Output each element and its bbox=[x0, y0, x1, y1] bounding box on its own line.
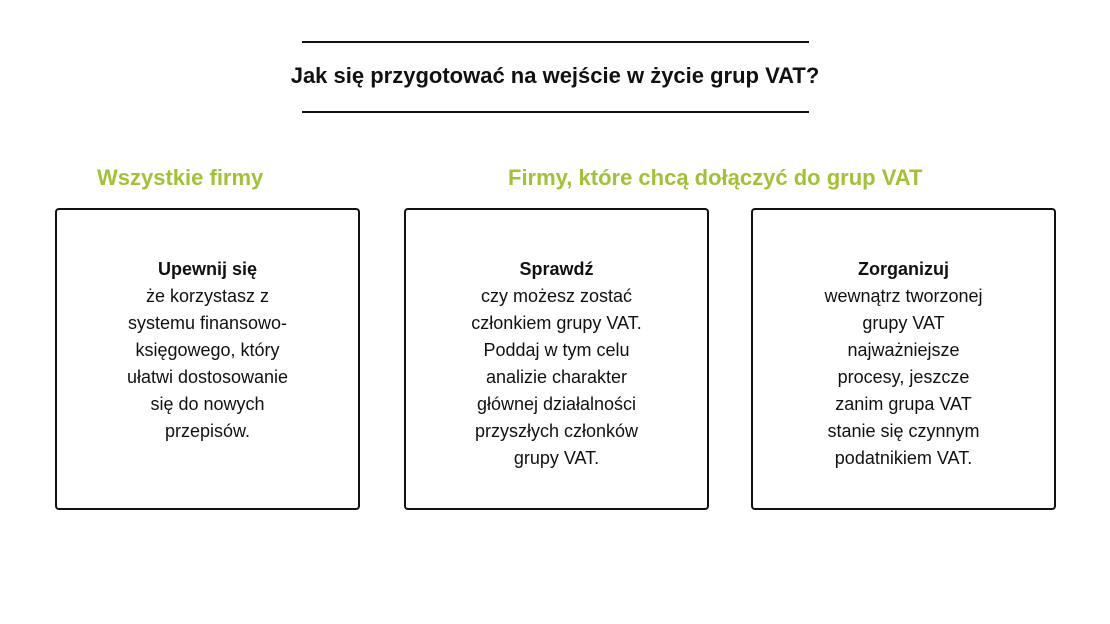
card-text-line: grupy VAT. bbox=[513, 448, 600, 468]
card-text-line: Poddaj w tym celu bbox=[483, 340, 630, 360]
title-bottom-rule bbox=[302, 111, 809, 113]
card-text-line: głównej działalności bbox=[476, 394, 637, 414]
card-text-line: przepisów. bbox=[164, 421, 251, 441]
card-text-line: czy możesz zostać bbox=[480, 286, 633, 306]
card-text-line: grupy VAT bbox=[862, 313, 945, 333]
card-title: Zorganizuj bbox=[858, 259, 949, 279]
card-text-line: zanim grupa VAT bbox=[835, 394, 972, 414]
card-text-line: analizie charakter bbox=[485, 367, 628, 387]
card-content bbox=[406, 256, 707, 472]
card-text-line: przyszłych członków bbox=[474, 421, 639, 441]
card-content bbox=[753, 256, 1054, 472]
card-title: Sprawdź bbox=[519, 259, 594, 279]
card-text-line: najważniejsze bbox=[847, 340, 960, 360]
title-top-rule bbox=[302, 41, 809, 43]
card-text-line: wewnątrz tworzonej bbox=[824, 286, 983, 306]
card-text-line: księgowego, który bbox=[135, 340, 280, 360]
card-text-line: podatnikiem VAT. bbox=[834, 448, 973, 468]
card-zorganizuj bbox=[751, 208, 1056, 510]
card-text-line: procesy, jeszcze bbox=[837, 367, 970, 387]
card-upewnij-sie bbox=[55, 208, 360, 510]
card-content bbox=[57, 256, 358, 445]
card-title: Upewnij się bbox=[157, 259, 258, 279]
card-text-line: się do nowych bbox=[150, 394, 265, 414]
card-text-line: ułatwi dostosowanie bbox=[126, 367, 289, 387]
card-text-line: stanie się czynnym bbox=[827, 421, 980, 441]
card-sprawdz bbox=[404, 208, 709, 510]
section-heading-joining-companies: Firmy, które chcą dołączyć do grup VAT bbox=[508, 165, 923, 190]
card-text-line: systemu finansowo- bbox=[127, 313, 288, 333]
section-heading-all-companies: Wszystkie firmy bbox=[97, 165, 264, 190]
card-text-line: że korzystasz z bbox=[145, 286, 270, 306]
card-text-line: członkiem grupy VAT. bbox=[471, 313, 642, 333]
page-title: Jak się przygotować na wejście w życie grup VAT? bbox=[290, 63, 820, 88]
